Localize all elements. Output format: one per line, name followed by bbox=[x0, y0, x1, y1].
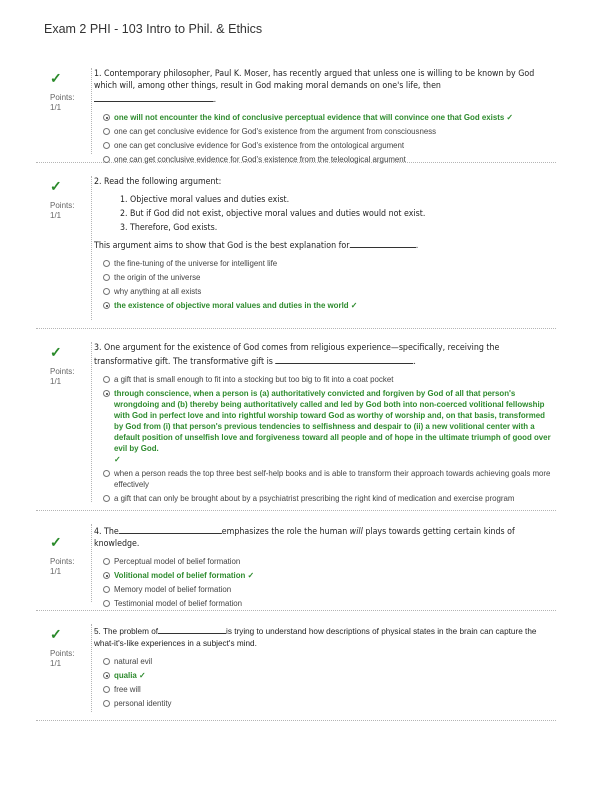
option[interactable]: Memory model of belief formation bbox=[94, 584, 556, 595]
radio-icon[interactable] bbox=[103, 156, 110, 163]
radio-selected-icon[interactable] bbox=[103, 572, 110, 579]
radio-icon[interactable] bbox=[103, 586, 110, 593]
correct-check-icon: ✓ bbox=[50, 70, 62, 86]
option[interactable]: qualia ✓ bbox=[94, 670, 556, 681]
divider bbox=[91, 342, 92, 502]
option[interactable]: one can get conclusive evidence for God's existence from the ontological argument bbox=[94, 140, 556, 151]
points-value: 1/1 bbox=[50, 377, 62, 386]
options-list bbox=[94, 374, 556, 504]
correct-check-icon: ✓ bbox=[50, 178, 62, 194]
radio-icon[interactable] bbox=[103, 686, 110, 693]
option[interactable]: the existence of objective moral values and duties in the world ✓ bbox=[94, 300, 556, 311]
question-stem: 5. The problem of is trying to understand how descriptions of physical states in the brain can capture the what-it's-like experiences in a subject's mind. bbox=[94, 624, 556, 650]
option[interactable]: personal identity bbox=[94, 698, 556, 709]
radio-icon[interactable] bbox=[103, 142, 110, 149]
divider bbox=[91, 68, 92, 154]
question-stem: 1. Contemporary philosopher, Paul K. Moser, has recently argued that unless one is willing to be known by God which will, among other things, result in God making moral demands on one's life, then . bbox=[94, 69, 535, 105]
points-value: 1/1 bbox=[50, 103, 62, 112]
options-list bbox=[94, 112, 556, 165]
answer-blank bbox=[119, 524, 222, 534]
option[interactable]: natural evil bbox=[94, 656, 556, 667]
question-score bbox=[50, 626, 84, 669]
question-score bbox=[50, 344, 84, 387]
option[interactable]: Volitional model of belief formation ✓ bbox=[94, 570, 556, 581]
radio-icon[interactable] bbox=[103, 128, 110, 135]
points-value: 1/1 bbox=[50, 659, 62, 668]
divider bbox=[91, 524, 92, 602]
page-title: Exam 2 PHI - 103 Intro to Phil. & Ethics bbox=[44, 22, 263, 36]
radio-icon[interactable] bbox=[103, 288, 110, 295]
question-5 bbox=[36, 616, 556, 721]
radio-icon[interactable] bbox=[103, 495, 110, 502]
answer-blank bbox=[158, 624, 226, 634]
option[interactable]: why anything at all exists bbox=[94, 286, 556, 297]
argument-premises bbox=[94, 193, 556, 235]
radio-icon[interactable] bbox=[103, 558, 110, 565]
question-2 bbox=[36, 168, 556, 329]
option[interactable]: a gift that is small enough to fit into a stocking but too big to fit into a coat pocket bbox=[94, 374, 556, 385]
radio-icon[interactable] bbox=[103, 260, 110, 267]
question-score bbox=[50, 70, 84, 113]
option[interactable]: free will bbox=[94, 684, 556, 695]
correct-check-icon: ✓ bbox=[114, 455, 121, 464]
radio-icon[interactable] bbox=[103, 600, 110, 607]
question-prompt: This argument aims to show that God is the best explanation for . bbox=[94, 238, 553, 252]
points-label: Points: bbox=[50, 649, 75, 658]
option[interactable]: Testimonial model of belief formation bbox=[94, 598, 556, 609]
question-score bbox=[50, 534, 84, 577]
question-4 bbox=[36, 516, 556, 611]
radio-icon[interactable] bbox=[103, 376, 110, 383]
conclusion: 3. Therefore, God exists. bbox=[120, 223, 218, 233]
points-label: Points: bbox=[50, 557, 75, 566]
question-1 bbox=[36, 60, 556, 163]
correct-check-icon: ✓ bbox=[50, 626, 62, 642]
option[interactable]: one can get conclusive evidence for God's existence from the argument from consciousness bbox=[94, 126, 556, 137]
correct-check-icon: ✓ bbox=[50, 534, 62, 550]
options-list bbox=[94, 556, 556, 609]
radio-icon[interactable] bbox=[103, 658, 110, 665]
radio-icon[interactable] bbox=[103, 274, 110, 281]
option[interactable]: one can get conclusive evidence for God's existence from the teleological argument bbox=[94, 154, 556, 165]
radio-selected-icon[interactable] bbox=[103, 390, 110, 397]
points-value: 1/1 bbox=[50, 211, 62, 220]
correct-check-icon: ✓ bbox=[50, 344, 62, 360]
option[interactable]: Perceptual model of belief formation bbox=[94, 556, 556, 567]
option[interactable]: when a person reads the top three best self-help books and is able to transform their approach towards achieving goals more effectively bbox=[94, 468, 556, 490]
option[interactable]: a gift that can only be brought about by a psychiatrist prescribing the right kind of medication and exercise program bbox=[94, 493, 556, 504]
question-score bbox=[50, 178, 84, 221]
options-list bbox=[94, 258, 556, 311]
answer-blank bbox=[349, 238, 415, 248]
option[interactable]: through conscience, when a person is (a) authoritatively convicted and forgiven by God of all that person's wrongdoing and (b) thereby being authoritatively called and led by God both into non-coerced volitional fellowship with God in perfect love and into rightful worship toward God as worthy of worship and, on that basis, transformed by God from (i) that person's previous tendencies to selfishness and despair to (ii) a new volitional center with a default position of unselfish love and forgiveness toward all people and of hope in the ultimate triumph of good over evil by God. ✓ bbox=[94, 388, 556, 465]
option[interactable]: the origin of the universe bbox=[94, 272, 556, 283]
premise: 1. Objective moral values and duties exist. bbox=[120, 195, 290, 205]
radio-selected-icon[interactable] bbox=[103, 114, 110, 121]
option[interactable]: the fine-tuning of the universe for intelligent life bbox=[94, 258, 556, 269]
question-stem: 4. The emphasizes the role the human will plays towards getting certain kinds of knowledge. bbox=[94, 524, 553, 550]
premise: 2. But if God did not exist, objective moral values and duties would not exist. bbox=[120, 209, 426, 219]
radio-selected-icon[interactable] bbox=[103, 672, 110, 679]
options-list bbox=[94, 656, 556, 709]
question-stem: 2. Read the following argument: bbox=[94, 177, 222, 187]
answer-blank bbox=[94, 92, 214, 102]
answer-blank bbox=[275, 354, 413, 364]
divider bbox=[91, 176, 92, 320]
points-label: Points: bbox=[50, 201, 75, 210]
points-label: Points: bbox=[50, 367, 75, 376]
question-3 bbox=[36, 334, 556, 511]
radio-selected-icon[interactable] bbox=[103, 302, 110, 309]
question-stem: 3. One argument for the existence of God comes from religious experience—specifically, receiving the transformative gift. The transformative gift is . bbox=[94, 343, 500, 367]
points-value: 1/1 bbox=[50, 567, 62, 576]
divider bbox=[91, 624, 92, 712]
radio-icon[interactable] bbox=[103, 470, 110, 477]
option[interactable]: one will not encounter the kind of conclusive perceptual evidence that will convince one that God exists ✓ bbox=[94, 112, 556, 123]
points-label: Points: bbox=[50, 93, 75, 102]
radio-icon[interactable] bbox=[103, 700, 110, 707]
